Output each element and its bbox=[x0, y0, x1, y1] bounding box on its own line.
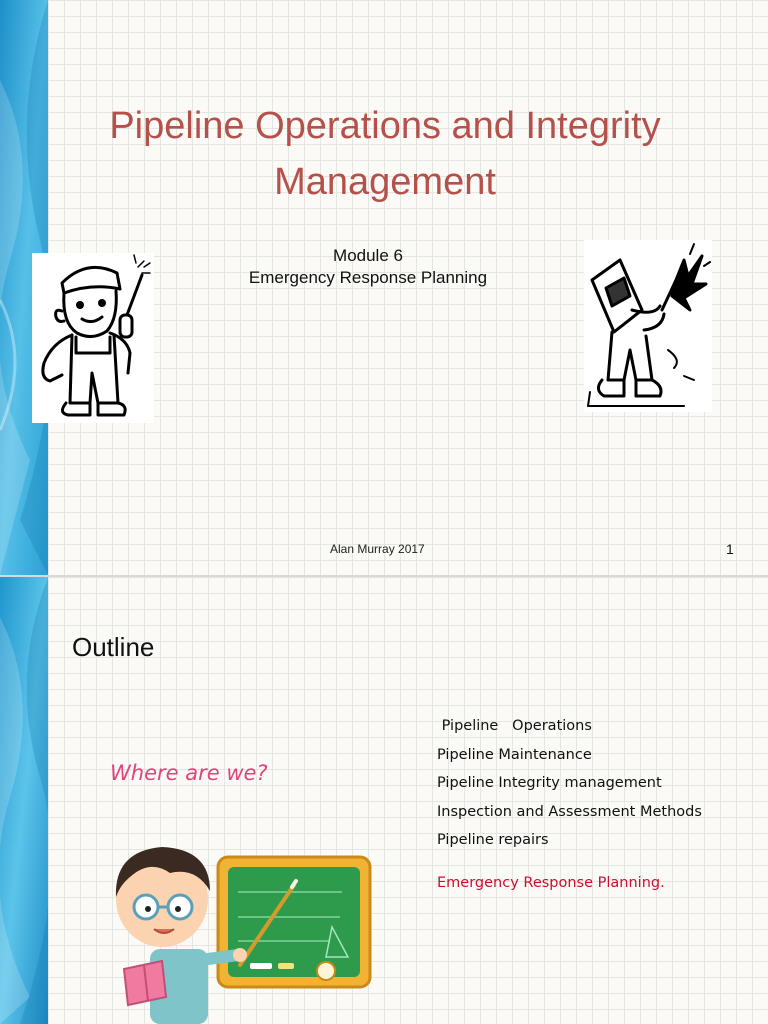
topic-item: Pipeline Operations bbox=[437, 718, 592, 734]
slide-title: Pipeline Operations and Integrity Management bbox=[109, 105, 661, 203]
teacher-illustration bbox=[110, 837, 375, 1024]
topic-item: Pipeline Maintenance bbox=[437, 746, 592, 763]
sidebar-decoration bbox=[0, 577, 48, 1024]
slide-subtitle bbox=[220, 245, 516, 289]
where-are-we-label: Where are we? bbox=[110, 761, 268, 785]
slide-heading: Outline bbox=[72, 632, 155, 662]
welder-mask-cartoon-icon bbox=[584, 240, 712, 412]
page-number: 1 bbox=[726, 541, 734, 557]
topic-item: Pipeline Integrity management bbox=[437, 775, 662, 791]
footer-author: Alan Murray 2017 bbox=[330, 542, 425, 556]
welder-cartoon-icon bbox=[32, 253, 154, 423]
current-topic: Emergency Response Planning. bbox=[437, 875, 665, 891]
topic-item: Inspection and Assessment Methods bbox=[437, 803, 702, 820]
topic-list bbox=[437, 715, 702, 858]
outline-slide bbox=[0, 577, 768, 1024]
module-topic: Emergency Response Planning bbox=[248, 268, 488, 287]
module-label: Module 6 bbox=[333, 246, 403, 265]
chalkboard-icon bbox=[218, 857, 370, 987]
topic-item: Pipeline repairs bbox=[437, 832, 549, 848]
